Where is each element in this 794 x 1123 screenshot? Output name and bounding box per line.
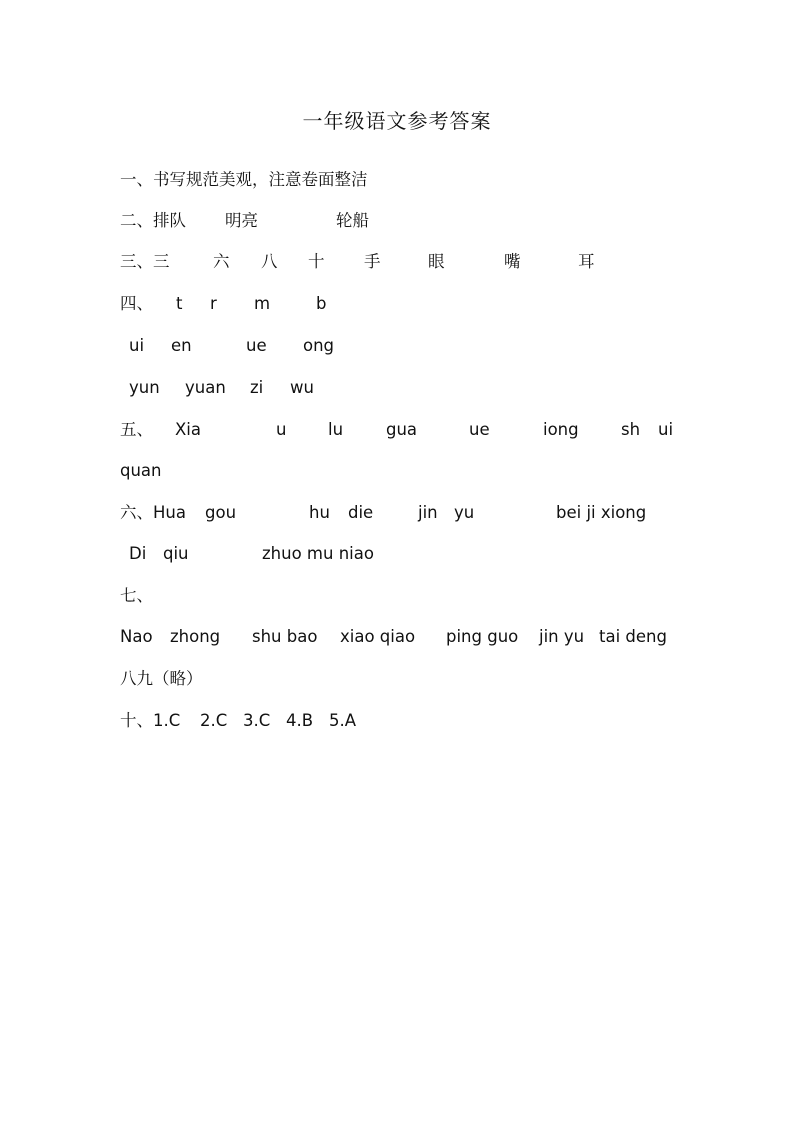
answer-item: ue [469,420,490,439]
answer-line-13 [0,667,794,691]
answer-item: yu [454,503,475,522]
answer-line-1 [0,168,794,192]
answer-line-10 [0,542,794,566]
answer-line-14 [0,709,794,733]
answer-item: en [171,336,192,355]
answer-item: lu [328,420,344,439]
answer-item: ui [129,336,145,355]
answer-item: yun [129,378,160,397]
answer-item: jin yu [539,627,585,646]
answer-item: 三、三 [120,252,170,271]
answer-item: zhuo mu niao [262,544,374,563]
answer-item: Di [129,544,147,563]
answer-item: hu [309,503,330,522]
answer-item: ue [246,336,267,355]
answer-item: b [316,294,327,313]
answer-item: 2.C [200,711,228,730]
answer-line-9 [0,501,794,525]
answer-item: bei ji xiong [556,503,647,522]
answer-item: 明亮 [225,211,258,230]
answer-line-3 [0,250,794,274]
answer-item: 五、 [120,420,153,439]
answer-item: die [348,503,374,522]
answer-item: ui [658,420,674,439]
answer-item: shu bao [252,627,318,646]
answer-item: zi [250,378,264,397]
answer-item: 嘴 [504,252,521,271]
answer-item: 四、 [120,294,153,313]
answer-line-8 [0,459,794,483]
answer-item: 二、排队 [120,211,186,230]
answer-item: 七、 [120,586,153,605]
answer-item: wu [290,378,314,397]
answer-item: Xia [175,420,201,439]
page-title: 一年级语文参考答案 [302,109,492,133]
answer-item: 轮船 [336,211,369,230]
answer-item: 六 [213,252,230,271]
answer-line-4 [0,292,794,316]
answer-item: xiao qiao [340,627,416,646]
answer-item: ong [303,336,335,355]
answer-item: 十、1.C [120,711,181,730]
answer-item: m [254,294,271,313]
answer-item: tai deng [599,627,667,646]
answer-line-6 [0,376,794,400]
answer-item: r [210,294,217,313]
answer-item: 耳 [578,252,595,271]
answer-item: quan [120,461,162,480]
answer-item: 十 [308,252,325,271]
answer-line-12 [0,625,794,649]
answer-item: sh [621,420,641,439]
answer-item: 六、Hua [120,503,186,522]
answer-item: Nao [120,627,153,646]
answer-item: 八 [261,252,278,271]
answer-item: 手 [364,252,381,271]
answer-item: gua [386,420,418,439]
answer-item: iong [543,420,579,439]
answer-item: gou [205,503,237,522]
answer-item: 3.C [243,711,271,730]
answer-item: jin [418,503,438,522]
answer-item: yuan [185,378,226,397]
answer-item: 八九（略） [120,669,203,688]
answer-item: t [176,294,183,313]
answer-line-5 [0,334,794,358]
answer-line-11 [0,584,794,608]
answer-item: zhong [170,627,221,646]
answer-item: 5.A [329,711,357,730]
answer-line-7 [0,418,794,442]
answer-item: u [276,420,287,439]
answer-item: ping guo [446,627,519,646]
answer-line-2 [0,209,794,233]
answer-item: 眼 [428,252,445,271]
answer-item: qiu [163,544,189,563]
answer-item: 4.B [286,711,314,730]
answer-item: 一、书写规范美观，注意卷面整洁 [120,170,368,189]
